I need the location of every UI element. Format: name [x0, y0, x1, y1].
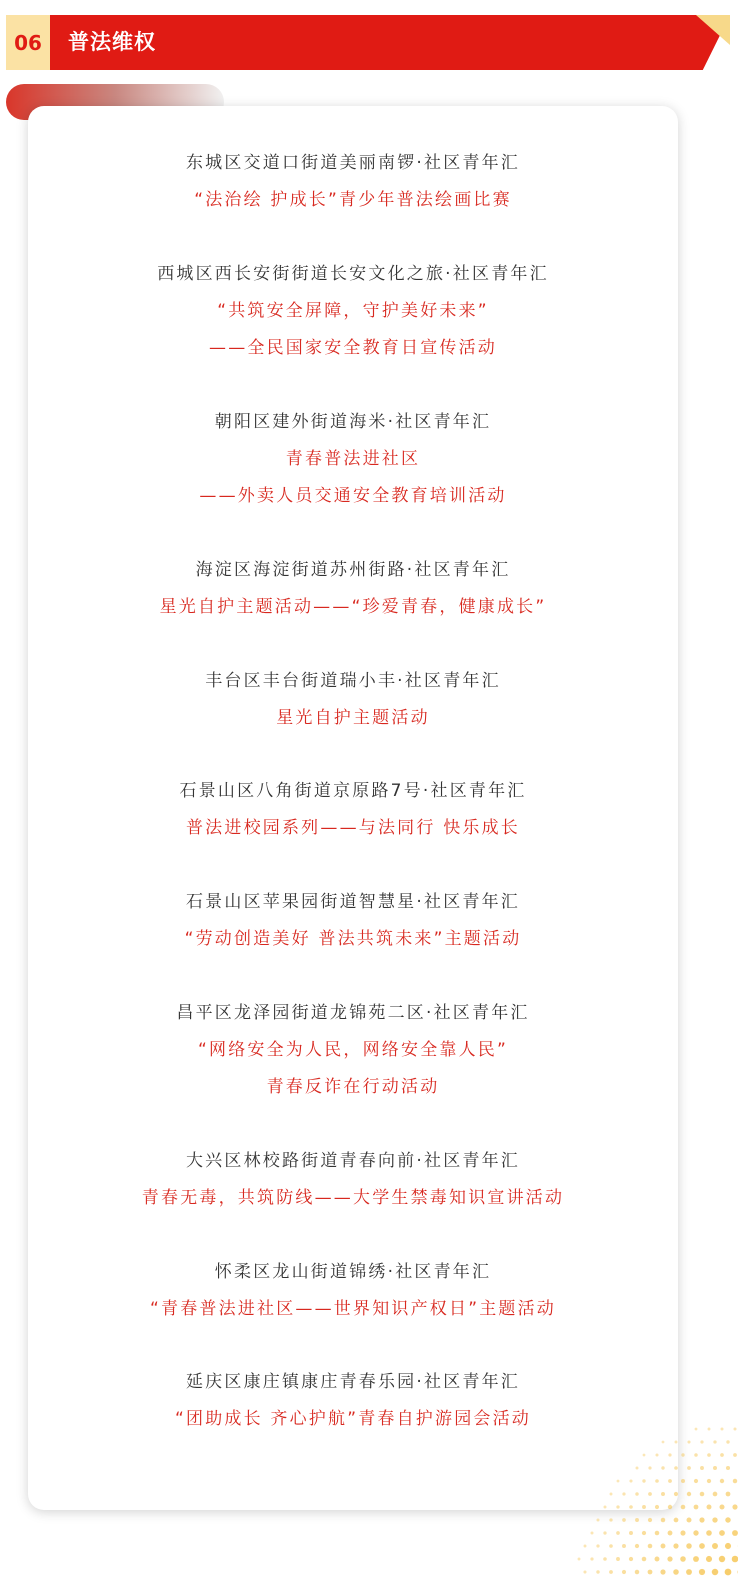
decor-dot: [642, 1505, 646, 1509]
decor-dot: [609, 1544, 613, 1548]
decor-dot: [629, 1557, 633, 1561]
entry-location: 西城区西长安街街道长安文化之旅·社区青年汇: [157, 264, 549, 284]
decor-dot: [694, 1505, 699, 1510]
decor-dot: [584, 1545, 587, 1548]
decor-dot: [648, 1544, 653, 1549]
decor-dot: [719, 1504, 724, 1509]
decor-dot: [699, 1569, 705, 1575]
decor-dot: [629, 1479, 632, 1482]
decor-dot: [648, 1466, 651, 1469]
decor-dot: [706, 1530, 712, 1536]
content-card: [28, 106, 678, 1510]
decor-dot: [725, 1517, 730, 1522]
entry-shijingshan-pingguoyuan: [28, 884, 678, 958]
entry-activity: 星光自护主题活动——“珍爱青春，健康成长”: [159, 597, 547, 617]
entry-activity: “共筑安全屏障，守护美好未来”: [217, 301, 489, 321]
decor-dot: [674, 1518, 679, 1523]
decor-dot: [686, 1569, 692, 1575]
decor-dot: [673, 1543, 678, 1548]
decor-dot: [622, 1570, 626, 1574]
decor-dot: [617, 1480, 620, 1483]
decor-dot: [681, 1479, 685, 1483]
decor-dot: [661, 1518, 666, 1523]
decor-dot: [648, 1492, 652, 1496]
decor-dot: [707, 1505, 712, 1510]
entry-dongcheng: [28, 145, 678, 219]
decor-dot: [732, 1556, 738, 1563]
decor-dot: [712, 1543, 718, 1549]
decor-dot: [668, 1505, 672, 1509]
decor-dot: [695, 1428, 698, 1431]
decor-dot: [603, 1557, 607, 1561]
decor-dot: [675, 1441, 678, 1444]
decor-dot: [629, 1505, 633, 1509]
decor-dot: [719, 1530, 725, 1536]
entry-chaoyang: [28, 404, 678, 515]
decor-dot: [655, 1453, 658, 1456]
entry-activity: “法治绘 护成长”青少年普法绘画比赛: [194, 190, 512, 210]
entry-location: 朝阳区建外街道海米·社区青年汇: [214, 412, 492, 432]
entry-fengtai: [28, 663, 678, 737]
decor-dot: [732, 1530, 738, 1536]
decor-dot: [733, 1479, 737, 1483]
decor-dot: [720, 1453, 724, 1457]
decor-dot: [681, 1505, 686, 1510]
entry-haidian: [28, 552, 678, 626]
decor-dot: [655, 1505, 659, 1509]
decor-dot: [686, 1543, 692, 1549]
entry-location: 延庆区康庄镇康庄青春乐园·社区青年汇: [185, 1372, 520, 1392]
dot-pattern-decoration: [558, 1395, 738, 1585]
entry-activity: “青春普法进社区——世界知识产权日”主题活动: [149, 1299, 556, 1319]
decor-dot: [616, 1531, 620, 1535]
decor-dot: [635, 1492, 639, 1496]
entry-changping: [28, 995, 678, 1106]
decor-dot: [719, 1556, 725, 1562]
decor-dot: [661, 1492, 665, 1496]
decor-dot: [596, 1518, 599, 1521]
entry-location: 石景山区八角街道京原路7号·社区青年汇: [179, 781, 527, 801]
decor-dot: [661, 1544, 666, 1549]
entry-activity: 星光自护主题活动: [276, 708, 430, 728]
section-header: [6, 15, 730, 70]
decor-dot: [655, 1479, 659, 1483]
decor-dot: [712, 1569, 719, 1576]
decor-dot: [674, 1466, 678, 1470]
decor-dot: [687, 1440, 690, 1443]
entry-activity: ——外卖人员交通安全教育培训活动: [199, 486, 507, 506]
decor-dot: [635, 1518, 639, 1522]
decor-dot: [603, 1531, 606, 1534]
decor-dot: [604, 1506, 607, 1509]
decor-dot: [655, 1557, 660, 1562]
decor-dot: [694, 1453, 698, 1457]
decor-dot: [578, 1558, 581, 1561]
decor-dot: [693, 1530, 698, 1535]
entry-location: 大兴区林校路街道青春向前·社区青年汇: [185, 1151, 520, 1171]
decor-dot: [629, 1531, 633, 1535]
decor-dot: [596, 1544, 599, 1547]
decor-dot: [726, 1440, 729, 1443]
decor-dot: [725, 1569, 732, 1576]
decor-dot: [712, 1517, 717, 1522]
decor-dot: [733, 1453, 737, 1457]
decor-dot: [680, 1530, 685, 1535]
entry-activity: 普法进校园系列——与法同行 快乐成长: [185, 818, 520, 838]
decor-dot: [707, 1453, 711, 1457]
decor-dot: [694, 1479, 698, 1483]
decor-dot: [590, 1557, 593, 1560]
decor-dot: [693, 1556, 699, 1562]
decor-dot: [616, 1557, 620, 1561]
decor-dot: [661, 1466, 664, 1469]
decor-dot: [668, 1453, 671, 1456]
decor-dot: [680, 1556, 686, 1562]
entry-location: 海淀区海淀街道苏州街路·社区青年汇: [195, 560, 511, 580]
decor-dot: [667, 1556, 672, 1561]
decor-dot: [708, 1428, 711, 1431]
decor-dot: [721, 1428, 724, 1431]
decor-dot: [673, 1569, 679, 1575]
decor-dot: [668, 1479, 672, 1483]
decor-dot: [687, 1492, 691, 1496]
entry-xicheng: [28, 256, 678, 367]
entry-location: 怀柔区龙山街道锦绣·社区青年汇: [214, 1262, 492, 1282]
entry-location: 丰台区丰台街道瑞小丰·社区青年汇: [205, 671, 501, 691]
decor-dot: [699, 1517, 704, 1522]
entry-location: 石景山区苹果园街道智慧星·社区青年汇: [185, 892, 520, 912]
decor-dot: [713, 1492, 718, 1497]
decor-dot: [643, 1454, 646, 1457]
decor-dot: [636, 1467, 639, 1470]
decor-dot: [720, 1479, 724, 1483]
decor-dot: [674, 1492, 678, 1496]
entry-activity: 青春无毒，共筑防线——大学生禁毒知识宣讲活动: [141, 1188, 565, 1208]
decor-dot: [733, 1427, 736, 1430]
decor-dot: [706, 1556, 712, 1562]
entry-shijingshan-bajiao: [28, 773, 678, 847]
decor-dot: [655, 1531, 660, 1536]
decor-dot: [700, 1440, 703, 1443]
decor-dot: [713, 1440, 716, 1443]
decor-dot: [642, 1557, 647, 1562]
decor-dot: [642, 1479, 645, 1482]
entry-activity: ——全民国家安全教育日宣传活动: [209, 338, 497, 358]
decor-dot: [591, 1532, 594, 1535]
entry-activity: “网络安全为人民，网络安全靠人民”: [197, 1040, 508, 1060]
decor-dot: [707, 1479, 711, 1483]
entry-activity: “团助成长 齐心护航”青春自护游园会活动: [174, 1409, 532, 1429]
decor-dot: [726, 1466, 730, 1470]
decor-dot: [660, 1569, 665, 1574]
section-number-box: [6, 15, 50, 70]
decor-dot: [713, 1466, 717, 1470]
decor-dot: [725, 1543, 731, 1549]
decor-dot: [616, 1505, 619, 1508]
decor-dot: [732, 1504, 737, 1509]
entry-huairou: [28, 1254, 678, 1328]
entry-daxing: [28, 1143, 678, 1217]
decor-dot: [609, 1518, 612, 1521]
decor-dot: [622, 1492, 625, 1495]
decor-dot: [642, 1531, 646, 1535]
decor-dot: [635, 1544, 639, 1548]
decor-dot: [687, 1518, 692, 1523]
decor-dot: [635, 1570, 640, 1575]
section-title: 普法维权: [68, 30, 156, 54]
entry-location: 昌平区龙泽园街道龙锦苑二区·社区青年汇: [176, 1003, 530, 1023]
entry-activity: 青春普法进社区: [285, 449, 421, 469]
decor-dot: [610, 1493, 613, 1496]
decor-dot: [648, 1518, 652, 1522]
decor-dot: [700, 1466, 704, 1470]
decor-dot: [622, 1518, 626, 1522]
decor-dot: [609, 1570, 613, 1574]
entry-activity: 青春反诈在行动活动: [266, 1077, 440, 1097]
decor-dot: [681, 1453, 684, 1456]
decor-dot: [700, 1492, 705, 1497]
section-number: 06: [14, 30, 42, 55]
entry-activity: “劳动创造美好 普法共筑未来”主题活动: [184, 929, 522, 949]
decor-dot: [648, 1570, 653, 1575]
decor-dot: [583, 1570, 586, 1573]
decor-dot: [699, 1543, 705, 1549]
decor-dot: [622, 1544, 626, 1548]
decor-dot: [726, 1492, 731, 1497]
decor-dot: [662, 1441, 665, 1444]
decor-dot: [687, 1466, 691, 1470]
entry-location: 东城区交道口街道美丽南锣·社区青年汇: [185, 153, 520, 173]
decor-dot: [668, 1531, 673, 1536]
decor-dot: [596, 1570, 599, 1573]
